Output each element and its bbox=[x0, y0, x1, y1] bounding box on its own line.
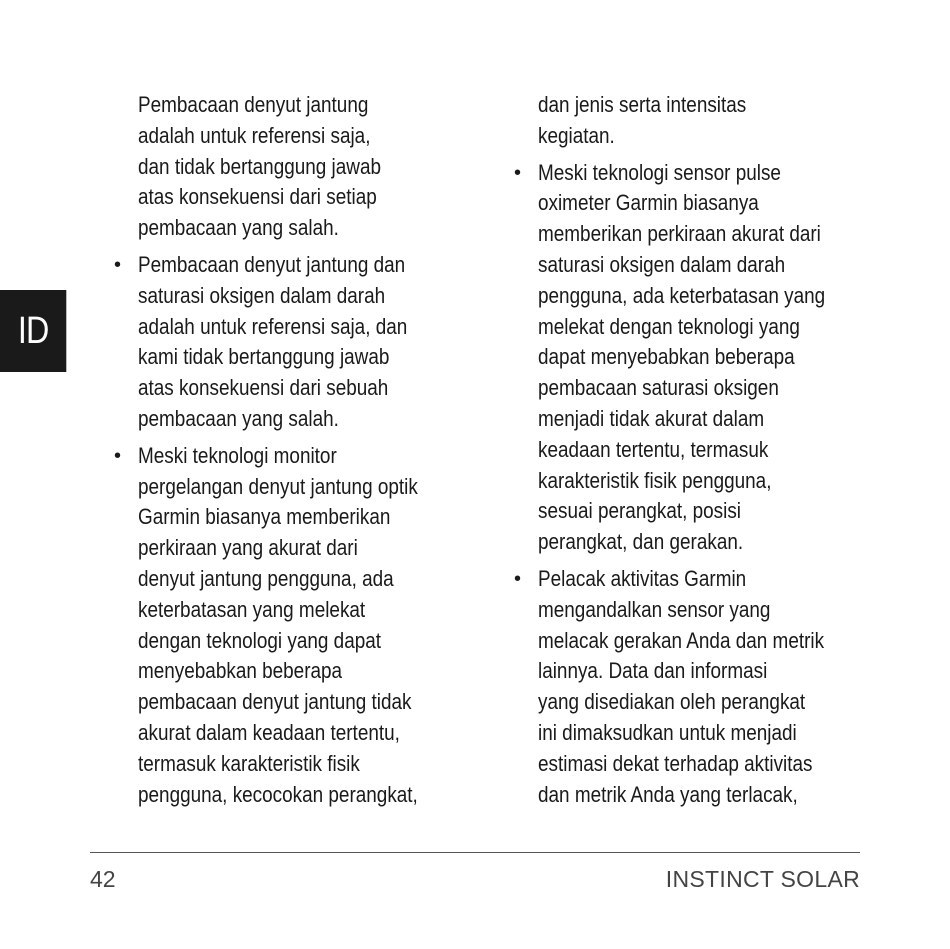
text-line: keterbatasan yang melekat bbox=[138, 596, 366, 622]
text-line: saturasi oksigen dalam darah bbox=[538, 251, 786, 277]
page-number: 42 bbox=[90, 866, 116, 892]
product-name: INSTINCT SOLAR bbox=[665, 866, 860, 892]
bullet-icon: • bbox=[114, 253, 122, 276]
bullet-list-item bbox=[514, 564, 868, 810]
text-line: dan jenis serta intensitas bbox=[538, 92, 747, 117]
bullet-list-item bbox=[114, 250, 468, 435]
text-line: melekat dengan teknologi yang bbox=[538, 313, 800, 339]
text-line: melacak gerakan Anda dan metrik bbox=[538, 627, 825, 653]
text-line: kegiatan. bbox=[538, 122, 615, 148]
text-line: perkiraan yang akurat dari bbox=[138, 535, 358, 561]
text-line: karakteristik fisik pengguna, bbox=[538, 467, 772, 493]
text-line: estimasi dekat terhadap aktivitas bbox=[538, 750, 813, 776]
text-line: Meski teknologi sensor pulse bbox=[538, 159, 781, 185]
text-line: menjadi tidak akurat dalam bbox=[538, 405, 765, 431]
language-tab: ID bbox=[0, 290, 66, 372]
text-line: pembacaan yang salah. bbox=[138, 215, 339, 241]
text-line: adalah untuk referensi saja, dan bbox=[138, 313, 408, 339]
text-line: menyebabkan beberapa bbox=[138, 658, 343, 684]
text-line: Pembacaan denyut jantung bbox=[138, 92, 369, 117]
text-line: dan tidak bertanggung jawab bbox=[138, 153, 382, 179]
text-line: Pelacak aktivitas Garmin bbox=[538, 565, 747, 591]
text-line: yang disediakan oleh perangkat bbox=[538, 689, 806, 715]
text-line: pengguna, ada keterbatasan yang bbox=[538, 282, 826, 308]
text-line: akurat dalam keadaan tertentu, bbox=[138, 719, 400, 745]
text-line: Garmin biasanya memberikan bbox=[138, 504, 391, 530]
text-line: pergelangan denyut jantung optik bbox=[138, 473, 418, 499]
text-line: adalah untuk referensi saja, bbox=[138, 122, 371, 148]
text-line: sesuai perangkat, posisi bbox=[538, 498, 741, 524]
text-line: kami tidak bertanggung jawab bbox=[138, 344, 390, 370]
text-line: denyut jantung pengguna, ada bbox=[138, 565, 394, 591]
left-column bbox=[114, 90, 468, 810]
text-line: pembacaan saturasi oksigen bbox=[538, 375, 779, 401]
right-column bbox=[514, 90, 868, 810]
text-line: pembacaan yang salah. bbox=[138, 405, 339, 431]
text-line: mengandalkan sensor yang bbox=[538, 596, 771, 622]
text-line: atas konsekuensi dari setiap bbox=[138, 184, 377, 210]
bullet-list-item bbox=[114, 441, 468, 811]
footer-divider bbox=[90, 852, 860, 853]
text-line: Pembacaan denyut jantung dan bbox=[138, 251, 406, 277]
text-line: lainnya. Data dan informasi bbox=[538, 658, 768, 684]
paragraph-continuation bbox=[138, 90, 468, 244]
text-line: dengan teknologi yang dapat bbox=[138, 627, 382, 653]
text-line: saturasi oksigen dalam darah bbox=[138, 282, 386, 308]
bullet-list-item bbox=[514, 158, 868, 558]
text-line: pengguna, kecocokan perangkat, bbox=[138, 781, 418, 807]
bullet-icon: • bbox=[114, 444, 122, 467]
text-line: pembacaan denyut jantung tidak bbox=[138, 689, 412, 715]
text-line: ini dimaksudkan untuk menjadi bbox=[538, 719, 797, 745]
text-line: memberikan perkiraan akurat dari bbox=[538, 221, 821, 247]
text-line: termasuk karakteristik fisik bbox=[138, 750, 360, 776]
paragraph-continuation bbox=[538, 90, 868, 152]
text-line: oximeter Garmin biasanya bbox=[538, 190, 759, 216]
bullet-icon: • bbox=[514, 567, 522, 590]
text-line: atas konsekuensi dari sebuah bbox=[138, 375, 389, 401]
bullet-icon: • bbox=[514, 161, 522, 184]
text-line: dan metrik Anda yang terlacak, bbox=[538, 781, 798, 807]
text-line: perangkat, dan gerakan. bbox=[538, 529, 744, 555]
text-line: Meski teknologi monitor bbox=[138, 442, 337, 468]
text-line: dapat menyebabkan beberapa bbox=[538, 344, 795, 370]
text-line: keadaan tertentu, termasuk bbox=[538, 436, 769, 462]
